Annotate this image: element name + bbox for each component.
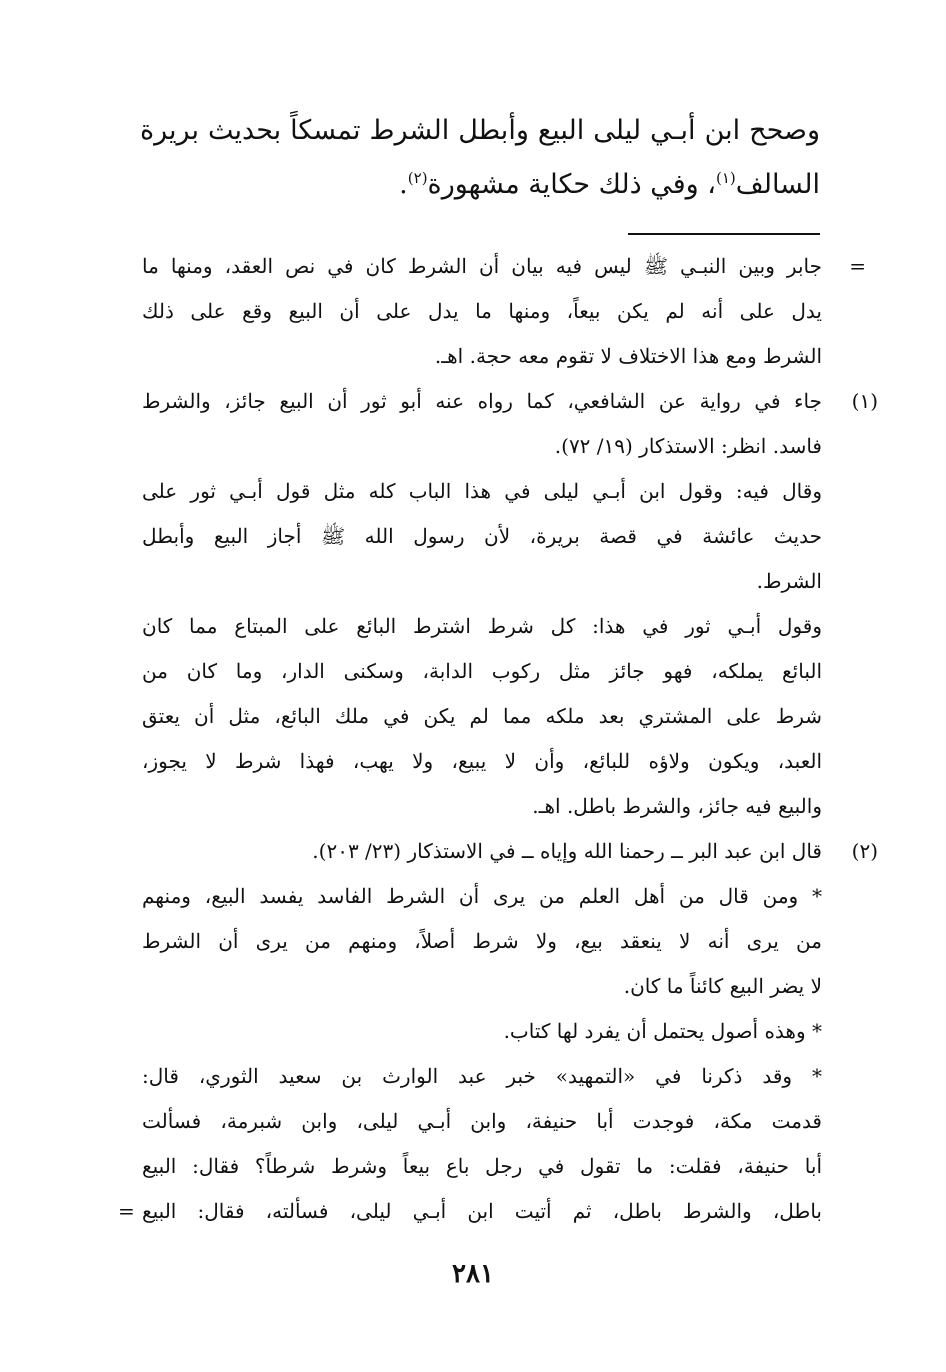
footnote-1-line: شرط على المشتري بعد ملكه مما لم يكن في ملك البائع، مثل أن يعتق — [142, 704, 823, 728]
footnote-2-line: قدمت مكة، فوجدت أبا حنيفة، وابن أبـي ليلى، وابن شبرمة، فسألت — [142, 1109, 822, 1133]
footnote-1-line: البائع يملكه، فهو جائز مثل ركوب الدابة، وسكنى الدار، وما كان من — [142, 659, 823, 683]
footnote-ref-1[interactable]: (١) — [716, 169, 736, 187]
footnote-2-line: (٢) قال ابن عبد البر ــ رحمنا الله وإياه ــ في الاستذكار (٢٣/ ٢٠٣). — [142, 829, 822, 874]
footnote-separator — [628, 233, 820, 235]
footnote-line: الشرط ومع هذا الاختلاف لا تقوم معه حجة. اهـ. — [434, 344, 822, 368]
footnote-1-line: والبيع فيه جائز، والشرط باطل. اهـ. — [532, 794, 822, 818]
continuation-mark: = — [849, 254, 866, 278]
footnote-1-line: وقول أبـي ثور في هذا: كل شرط اشترط البائع على المبتاع مما كان — [142, 614, 822, 638]
footnote-2-marker: (٢) — [851, 839, 878, 863]
continuation-mark-trailing: = — [118, 1199, 135, 1223]
main-text-fragment: ، وفي ذلك حكاية مشهورة — [427, 169, 716, 200]
footnote-2-line: أبا حنيفة، فقلت: ما تقول في رجل باع بيعاً وشرط شرطاً؟ فقال: البيع — [142, 1154, 822, 1178]
footnote-1-line: الشرط. — [756, 569, 822, 593]
footnote-line: يدل على أنه لم يكن بيعاً، ومنها ما يدل على أن البيع وقع على ذلك — [142, 299, 822, 323]
page-number: ٢٨١ — [452, 1259, 494, 1289]
footnote-1-line: العبد، ويكون ولاؤه للبائع، وأن لا يبيع، ولا يهب، فهذا شرط لا يجوز، — [142, 749, 822, 773]
main-text-fragment: . — [399, 169, 408, 200]
footnote-2-line: لا يضر البيع كائناً ما كان. — [623, 974, 822, 998]
footnote-1-line: وقال فيه: وقول ابن أبـي ليلى في هذا الباب كله مثل قول أبـي ثور على — [142, 479, 822, 503]
footnote-2-line: * وهذه أصول يحتمل أن يفرد لها كتاب. — [503, 1019, 822, 1043]
footnote-2-line: * وقد ذكرنا في «التمهيد» خبر عبد الوارث بن سعيد الثوري، قال: — [142, 1064, 822, 1088]
footnote-2-line: * ومن قال من أهل العلم من يرى أن الشرط الفاسد يفسد البيع، ومنهم — [142, 884, 823, 908]
footnote-2-line: باطل، والشرط باطل، ثم أتيت ابن أبـي ليلى، فسألته، فقال: البيع = — [142, 1189, 822, 1234]
footnote-2-line: من يرى أنه لا ينعقد بيع، ولا شرط أصلاً، ومنهم من يرى أن الشرط — [142, 929, 822, 953]
footnote-ref-2[interactable]: (٢) — [407, 169, 428, 187]
footnote-1-line: حديث عائشة في قصة بريرة، لأن رسول الله ﷺ أجاز البيع وأبطل — [142, 524, 822, 548]
main-text — [140, 104, 820, 212]
footnote-1-marker: (١) — [851, 389, 878, 413]
footnote-line: = جابر وبين النبـي ﷺ ليس فيه بيان أن الشرط كان في نص العقد، ومنها ما — [142, 244, 822, 289]
footnote-1-line: فاسد. انظر: الاستذكار (١٩/ ٧٢). — [554, 434, 822, 458]
main-text-line — [140, 158, 820, 212]
footnotes — [118, 244, 878, 1234]
main-text-fragment: السالف — [735, 169, 820, 200]
main-text-line: وصحح ابن أبـي ليلى البيع وأبطل الشرط تمسكاً بحديث بريرة — [140, 115, 820, 146]
footnote-1-line: (١) جاء في رواية عن الشافعي، كما رواه عنه أبو ثور أن البيع جائز، والشرط — [142, 379, 822, 424]
